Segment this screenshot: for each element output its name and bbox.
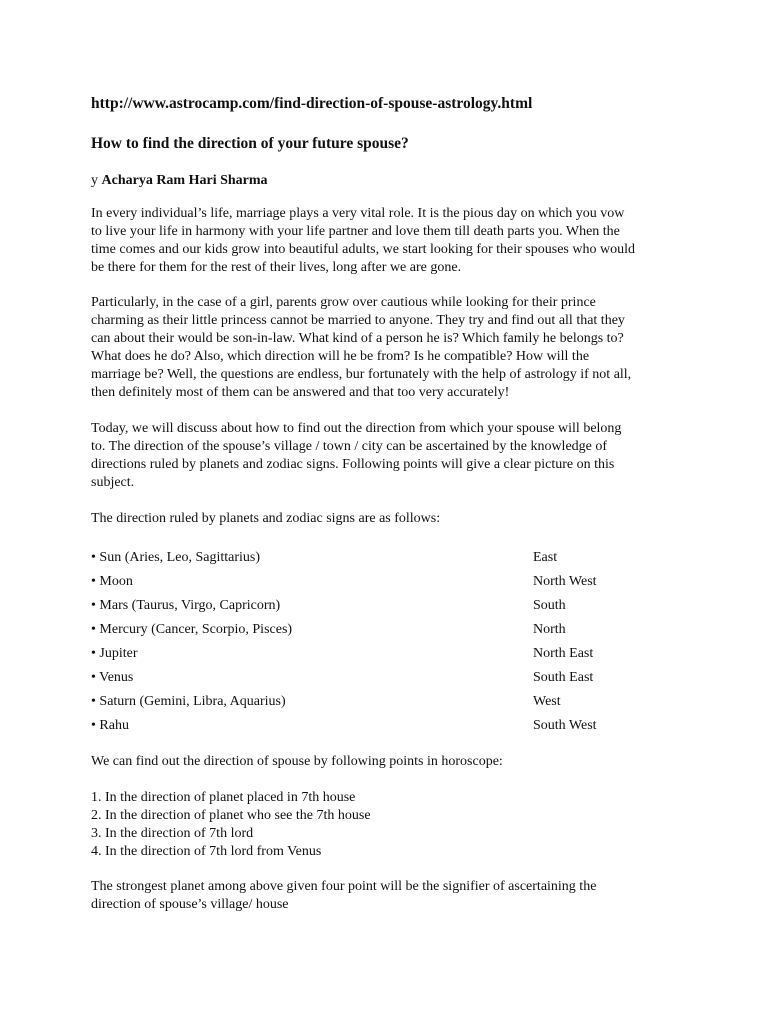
list-item bbox=[91, 690, 651, 714]
planet-label: • Saturn (Gemini, Libra, Aquarius) bbox=[91, 694, 286, 709]
page-title: How to find the direction of your future spouse? bbox=[91, 135, 409, 152]
planet-label: • Jupiter bbox=[91, 646, 138, 661]
direction-label: West bbox=[533, 694, 561, 709]
girl-parents-paragraph bbox=[91, 294, 691, 402]
paragraph-line: be there for them for the rest of their lives, long after we are gone. bbox=[91, 260, 462, 275]
list-item: 1. In the direction of planet placed in 7th house bbox=[91, 790, 356, 805]
author-byline bbox=[91, 171, 268, 191]
conclusion-paragraph bbox=[91, 878, 691, 914]
horoscope-points-intro: We can find out the direction of spouse by following points in horoscope: bbox=[91, 754, 503, 769]
paragraph-line: Particularly, in the case of a girl, parents grow over cautious while looking for their prince bbox=[91, 295, 596, 310]
direction-label: East bbox=[533, 550, 558, 565]
list-item bbox=[91, 594, 651, 618]
paragraph-line: to live your life in harmony with your life partner and love them till death parts you. When the bbox=[91, 224, 620, 239]
direction-label: South bbox=[533, 598, 566, 613]
list-item bbox=[91, 642, 651, 666]
list-item: 2. In the direction of planet who see the 7th house bbox=[91, 808, 371, 823]
direction-label: South East bbox=[533, 670, 594, 685]
planet-label: • Sun (Aries, Leo, Sagittarius) bbox=[91, 550, 260, 565]
paragraph-line: marriage be? Well, the questions are endless, bur fortunately with the help of astrology if not all, bbox=[91, 367, 632, 382]
list-item bbox=[91, 618, 651, 642]
planet-label: • Rahu bbox=[91, 718, 129, 733]
paragraph-line: direction of spouse’s village/ house bbox=[91, 897, 289, 912]
byline-prefix: y bbox=[91, 173, 102, 188]
paragraph-line: to. The direction of the spouse’s village / town / city can be ascertained by the knowledge of bbox=[91, 439, 608, 454]
planet-direction-list bbox=[91, 546, 651, 738]
paragraph-line: In every individual’s life, marriage plays a very vital role. It is the pious day on which you vow bbox=[91, 206, 625, 221]
direction-label: North East bbox=[533, 646, 594, 661]
direction-label: South West bbox=[533, 718, 597, 733]
author-name: Acharya Ram Hari Sharma bbox=[101, 173, 268, 188]
paragraph-line: subject. bbox=[91, 475, 135, 490]
direction-label: North West bbox=[533, 574, 597, 589]
list-item bbox=[91, 666, 651, 690]
list-item: 4. In the direction of 7th lord from Venus bbox=[91, 844, 322, 859]
intro-paragraph bbox=[91, 205, 691, 277]
paragraph-line: Today, we will discuss about how to find out the direction from which your spouse will belong bbox=[91, 421, 622, 436]
planet-label: • Moon bbox=[91, 574, 133, 589]
paragraph-line: directions ruled by planets and zodiac signs. Following points will give a clear picture on this bbox=[91, 457, 615, 472]
directions-intro: The direction ruled by planets and zodiac signs are as follows: bbox=[91, 511, 441, 526]
paragraph-line: time comes and our kids grow into beautiful adults, we start looking for their spouses who would bbox=[91, 242, 635, 257]
list-item bbox=[91, 546, 651, 570]
planet-label: • Mercury (Cancer, Scorpio, Pisces) bbox=[91, 622, 293, 637]
paragraph-line: What does he do? Also, which direction will he be from? Is he compatible? How will the bbox=[91, 349, 590, 364]
paragraph-line: then definitely most of them can be answered and that too very accurately! bbox=[91, 385, 510, 400]
planet-label: • Venus bbox=[91, 670, 134, 685]
direction-label: North bbox=[533, 622, 566, 637]
paragraph-line: can about their would be son-in-law. What kind of a person he is? Which family he belongs to? bbox=[91, 331, 624, 346]
list-item bbox=[91, 714, 651, 738]
list-item bbox=[91, 570, 651, 594]
horoscope-points-list bbox=[91, 789, 371, 861]
discussion-paragraph bbox=[91, 420, 691, 492]
list-item: 3. In the direction of 7th lord bbox=[91, 826, 254, 841]
source-url: http://www.astrocamp.com/find-direction-of-spouse-astrology.html bbox=[91, 95, 533, 112]
planet-label: • Mars (Taurus, Virgo, Capricorn) bbox=[91, 598, 281, 613]
paragraph-line: charming as their little princess cannot be married to anyone. They try and find out all that they bbox=[91, 313, 625, 328]
paragraph-line: The strongest planet among above given four point will be the signifier of ascertaining the bbox=[91, 879, 597, 894]
